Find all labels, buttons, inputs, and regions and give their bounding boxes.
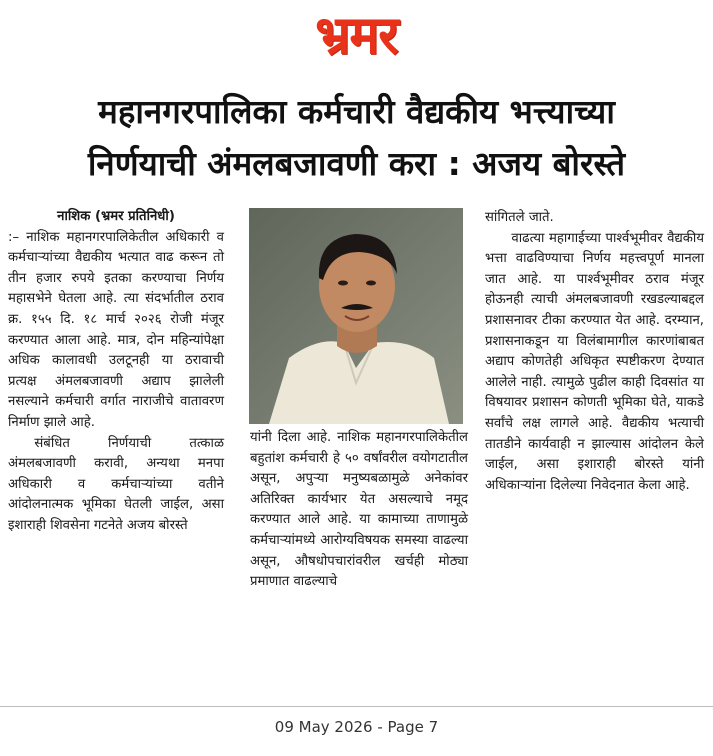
dateline: नाशिक (भ्रमर प्रतिनिधी) bbox=[57, 209, 175, 224]
column-3-paragraph-2: वाढत्या महागाईच्या पार्श्वभूमीवर वैद्यकीय भत्ता वाढविण्याचा निर्णय महत्त्वपूर्ण मानला जात आहे. या पार्श्वभूमीवर ठराव मंजूर होऊनही त्याची अंमलबजावणी रखडल्याबद्दल प्रशासनावर टीका करण्यात येत आहे. दरम्यान, प्रशासनाकडून या विलंबामागील कारणांबाबत अद्याप कोणतेही अधिकृत स्पष्टीकरण देण्यात आलेले नाही. त्यामुळे पुढील काही दिवसांत या विषयावर प्रशासन कोणती भूमिका घेते, याकडे सर्वांचे लक्ष लागले आहे. वैद्यकीय भत्याची तातडीने कार्यवाही न झाल्यास आंदोलन केले जाईल, असा इशाराही बोरस्ते यांनी अधिकाऱ्यांना दिलेल्या निवेदनात केला आहे. bbox=[485, 230, 704, 493]
column-3-paragraph-1: सांगितले जाते. bbox=[485, 210, 554, 225]
masthead bbox=[0, 0, 713, 82]
person-portrait-photo-icon bbox=[249, 208, 463, 424]
article-column-2 bbox=[250, 428, 468, 593]
footer-divider bbox=[0, 706, 713, 707]
article-column-1 bbox=[8, 207, 224, 537]
masthead-logo: भ्रमर bbox=[315, 4, 398, 66]
article-column-3 bbox=[485, 208, 704, 496]
headline-line-2: निर्णयाची अंमलबजावणी करा : अजय बोरस्ते bbox=[87, 144, 626, 183]
portrait-photo bbox=[249, 208, 463, 424]
column-1-paragraph-1: :– नाशिक महानगरपालिकेतील अधिकारी व कर्मचाऱ्यांच्या वैद्यकीय भत्यात वाढ करून तो तीन हजार रुपये इतका करण्याचा निर्णय महासभेने घेतला आहे. त्या संदर्भातील ठराव क्र. १५५ दि. १८ मार्च २०२६ रोजी मंजूर करण्यात आला आहे. मात्र, दोन महिन्यांपेक्षा अधिक कालावधी उलटूनही या ठरावाची प्रत्यक्ष अंमलबजावणी अद्याप झालेली नसल्याने कर्मचारी वर्गात नाराजीचे वातावरण निर्माण झाले आहे. bbox=[8, 229, 224, 430]
column-2-paragraph-1: यांनी दिला आहे. नाशिक महानगरपालिकेतील बहुतांश कर्मचारी हे ५० वर्षांवरील वयोगटातील असून, अपुऱ्या मनुष्यबळामुळे अनेकांवर अतिरिक्त कार्यभार येत असल्याचे नमूद करण्यात आले आहे. या कामाच्या ताणामुळे कर्मचाऱ्यांमध्ये आरोग्यविषयक समस्या वाढल्या असून, औषधोपचारांवरील खर्चही मोठ्या प्रमाणात वाढल्याचे bbox=[250, 430, 468, 590]
column-1-paragraph-2: संबंधित निर्णयाची तत्काळ अंमलबजावणी करावी, अन्यथा मनपा अधिकारी व कर्मचाऱ्यांच्या वतीने आंदोलनात्मक भूमिका घेतली जाईल, असा इशाराही शिवसेना गटनेते अजय बोरस्ते bbox=[8, 435, 224, 533]
headline bbox=[0, 86, 713, 190]
page-footer: 09 May 2026 - Page 7 bbox=[274, 718, 439, 736]
headline-line-1: महानगरपालिका कर्मचारी वैद्यकीय भत्त्याच्या bbox=[98, 92, 615, 131]
